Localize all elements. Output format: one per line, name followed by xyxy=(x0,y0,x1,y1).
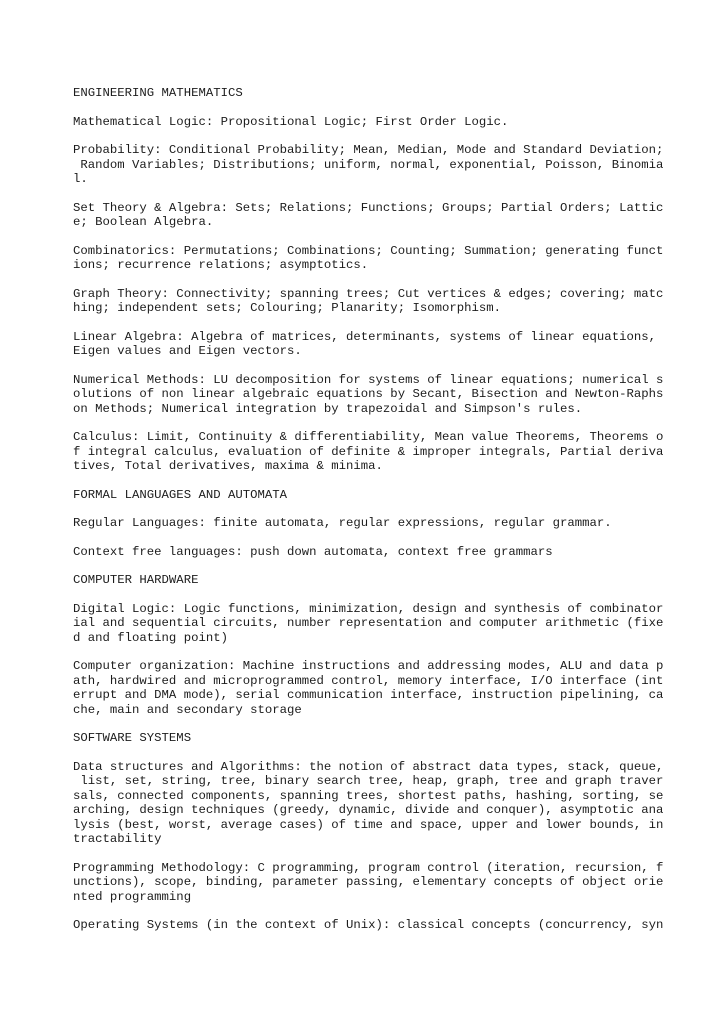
text-line: Programming Methodology: C programming, program control (iteration, recursion, f xyxy=(73,860,664,875)
text-line: f integral calculus, evaluation of definite & improper integrals, Partial deriva xyxy=(73,444,664,459)
text-line: Operating Systems (in the context of Unix): classical concepts (concurrency, syn xyxy=(73,918,664,932)
paragraph xyxy=(73,545,653,560)
text-line: l. xyxy=(73,172,88,186)
paragraph xyxy=(73,243,664,273)
text-line: arching, design techniques (greedy, dynamic, divide and conquer), asymptotic ana xyxy=(73,803,664,817)
section-heading xyxy=(73,86,653,101)
text-line: olutions of non linear algebraic equations by Secant, Bisection and Newton-Raphs xyxy=(73,387,664,401)
text-line: COMPUTER HARDWARE xyxy=(73,573,199,587)
text-line: lysis (best, worst, average cases) of time and space, upper and lower bounds, in xyxy=(73,817,664,832)
text-line: ENGINEERING MATHEMATICS xyxy=(73,86,243,100)
text-line: FORMAL LANGUAGES AND AUTOMATA xyxy=(73,487,288,502)
text-line: Calculus: Limit, Continuity & differentiability, Mean value Theorems, Theorems o xyxy=(73,430,664,444)
text-line: Set Theory & Algebra: Sets; Relations; Functions; Groups; Partial Orders; Lattic xyxy=(73,200,664,215)
text-line: on Methods; Numerical integration by trapezoidal and Simpson's rules. xyxy=(73,401,583,416)
text-line: Computer organization: Machine instructions and addressing modes, ALU and data p xyxy=(73,659,664,673)
text-line: che, main and secondary storage xyxy=(73,702,302,717)
paragraph xyxy=(73,329,656,359)
text-line: d and floating point) xyxy=(73,630,228,645)
text-line: sals, connected components, spanning trees, shortest paths, hashing, sorting, se xyxy=(73,788,664,803)
text-line: ial and sequential circuits, number representation and computer arithmetic (fixe xyxy=(73,616,664,630)
text-line: tives, Total derivatives, maxima & minima. xyxy=(73,459,383,473)
text-line: ions; recurrence relations; asymptotics. xyxy=(73,258,369,272)
text-line: ath, hardwired and microprogrammed control, memory interface, I/O interface (int xyxy=(73,673,664,688)
paragraph xyxy=(73,430,664,474)
text-line: Random Variables; Distributions; uniform, normal, exponential, Poisson, Binomia xyxy=(73,157,664,172)
section-heading xyxy=(73,573,653,588)
paragraph xyxy=(73,143,664,187)
text-line: e; Boolean Algebra. xyxy=(73,215,214,229)
text-line: Eigen values and Eigen vectors. xyxy=(73,344,302,358)
paragraph xyxy=(73,759,664,847)
text-line: hing; independent sets; Colouring; Planarity; Isomorphism. xyxy=(73,301,502,315)
section-heading xyxy=(73,731,653,746)
text-line: Combinatorics: Permutations; Combinations; Counting; Summation; generating funct xyxy=(73,243,664,258)
text-line: errupt and DMA mode), serial communication interface, instruction pipelining, ca xyxy=(73,688,664,702)
paragraph xyxy=(73,200,664,230)
paragraph xyxy=(73,659,664,717)
text-line: Linear Algebra: Algebra of matrices, determinants, systems of linear equations, xyxy=(73,329,656,344)
text-line: nted programming xyxy=(73,889,192,904)
paragraph xyxy=(73,601,664,646)
text-line: Mathematical Logic: Propositional Logic; First Order Logic. xyxy=(73,114,509,129)
text-line: Data structures and Algorithms: the notion of abstract data types, stack, queue, xyxy=(73,759,664,774)
text-line: tractability xyxy=(73,832,162,846)
text-line: Probability: Conditional Probability; Mean, Median, Mode and Standard Deviation; xyxy=(73,143,664,157)
text-line: Graph Theory: Connectivity; spanning trees; Cut vertices & edges; covering; matc xyxy=(73,286,664,301)
paragraph xyxy=(73,516,653,531)
document-page xyxy=(73,86,664,947)
text-line: SOFTWARE SYSTEMS xyxy=(73,731,192,745)
paragraph xyxy=(73,372,664,417)
text-line: Context free languages: push down automata, context free grammars xyxy=(73,544,553,559)
text-line: Digital Logic: Logic functions, minimization, design and synthesis of combinator xyxy=(73,601,664,616)
text-line: unctions), scope, binding, parameter passing, elementary concepts of object orie xyxy=(73,875,664,889)
paragraph xyxy=(73,918,664,933)
text-line: list, set, string, tree, binary search tree, heap, graph, tree and graph traver xyxy=(73,774,664,788)
paragraph xyxy=(73,286,664,316)
text-line: Numerical Methods: LU decomposition for systems of linear equations; numerical s xyxy=(73,372,664,387)
paragraph xyxy=(73,115,653,130)
paragraph xyxy=(73,860,664,905)
section-heading xyxy=(73,488,653,503)
text-line: Regular Languages: finite automata, regular expressions, regular grammar. xyxy=(73,516,612,530)
